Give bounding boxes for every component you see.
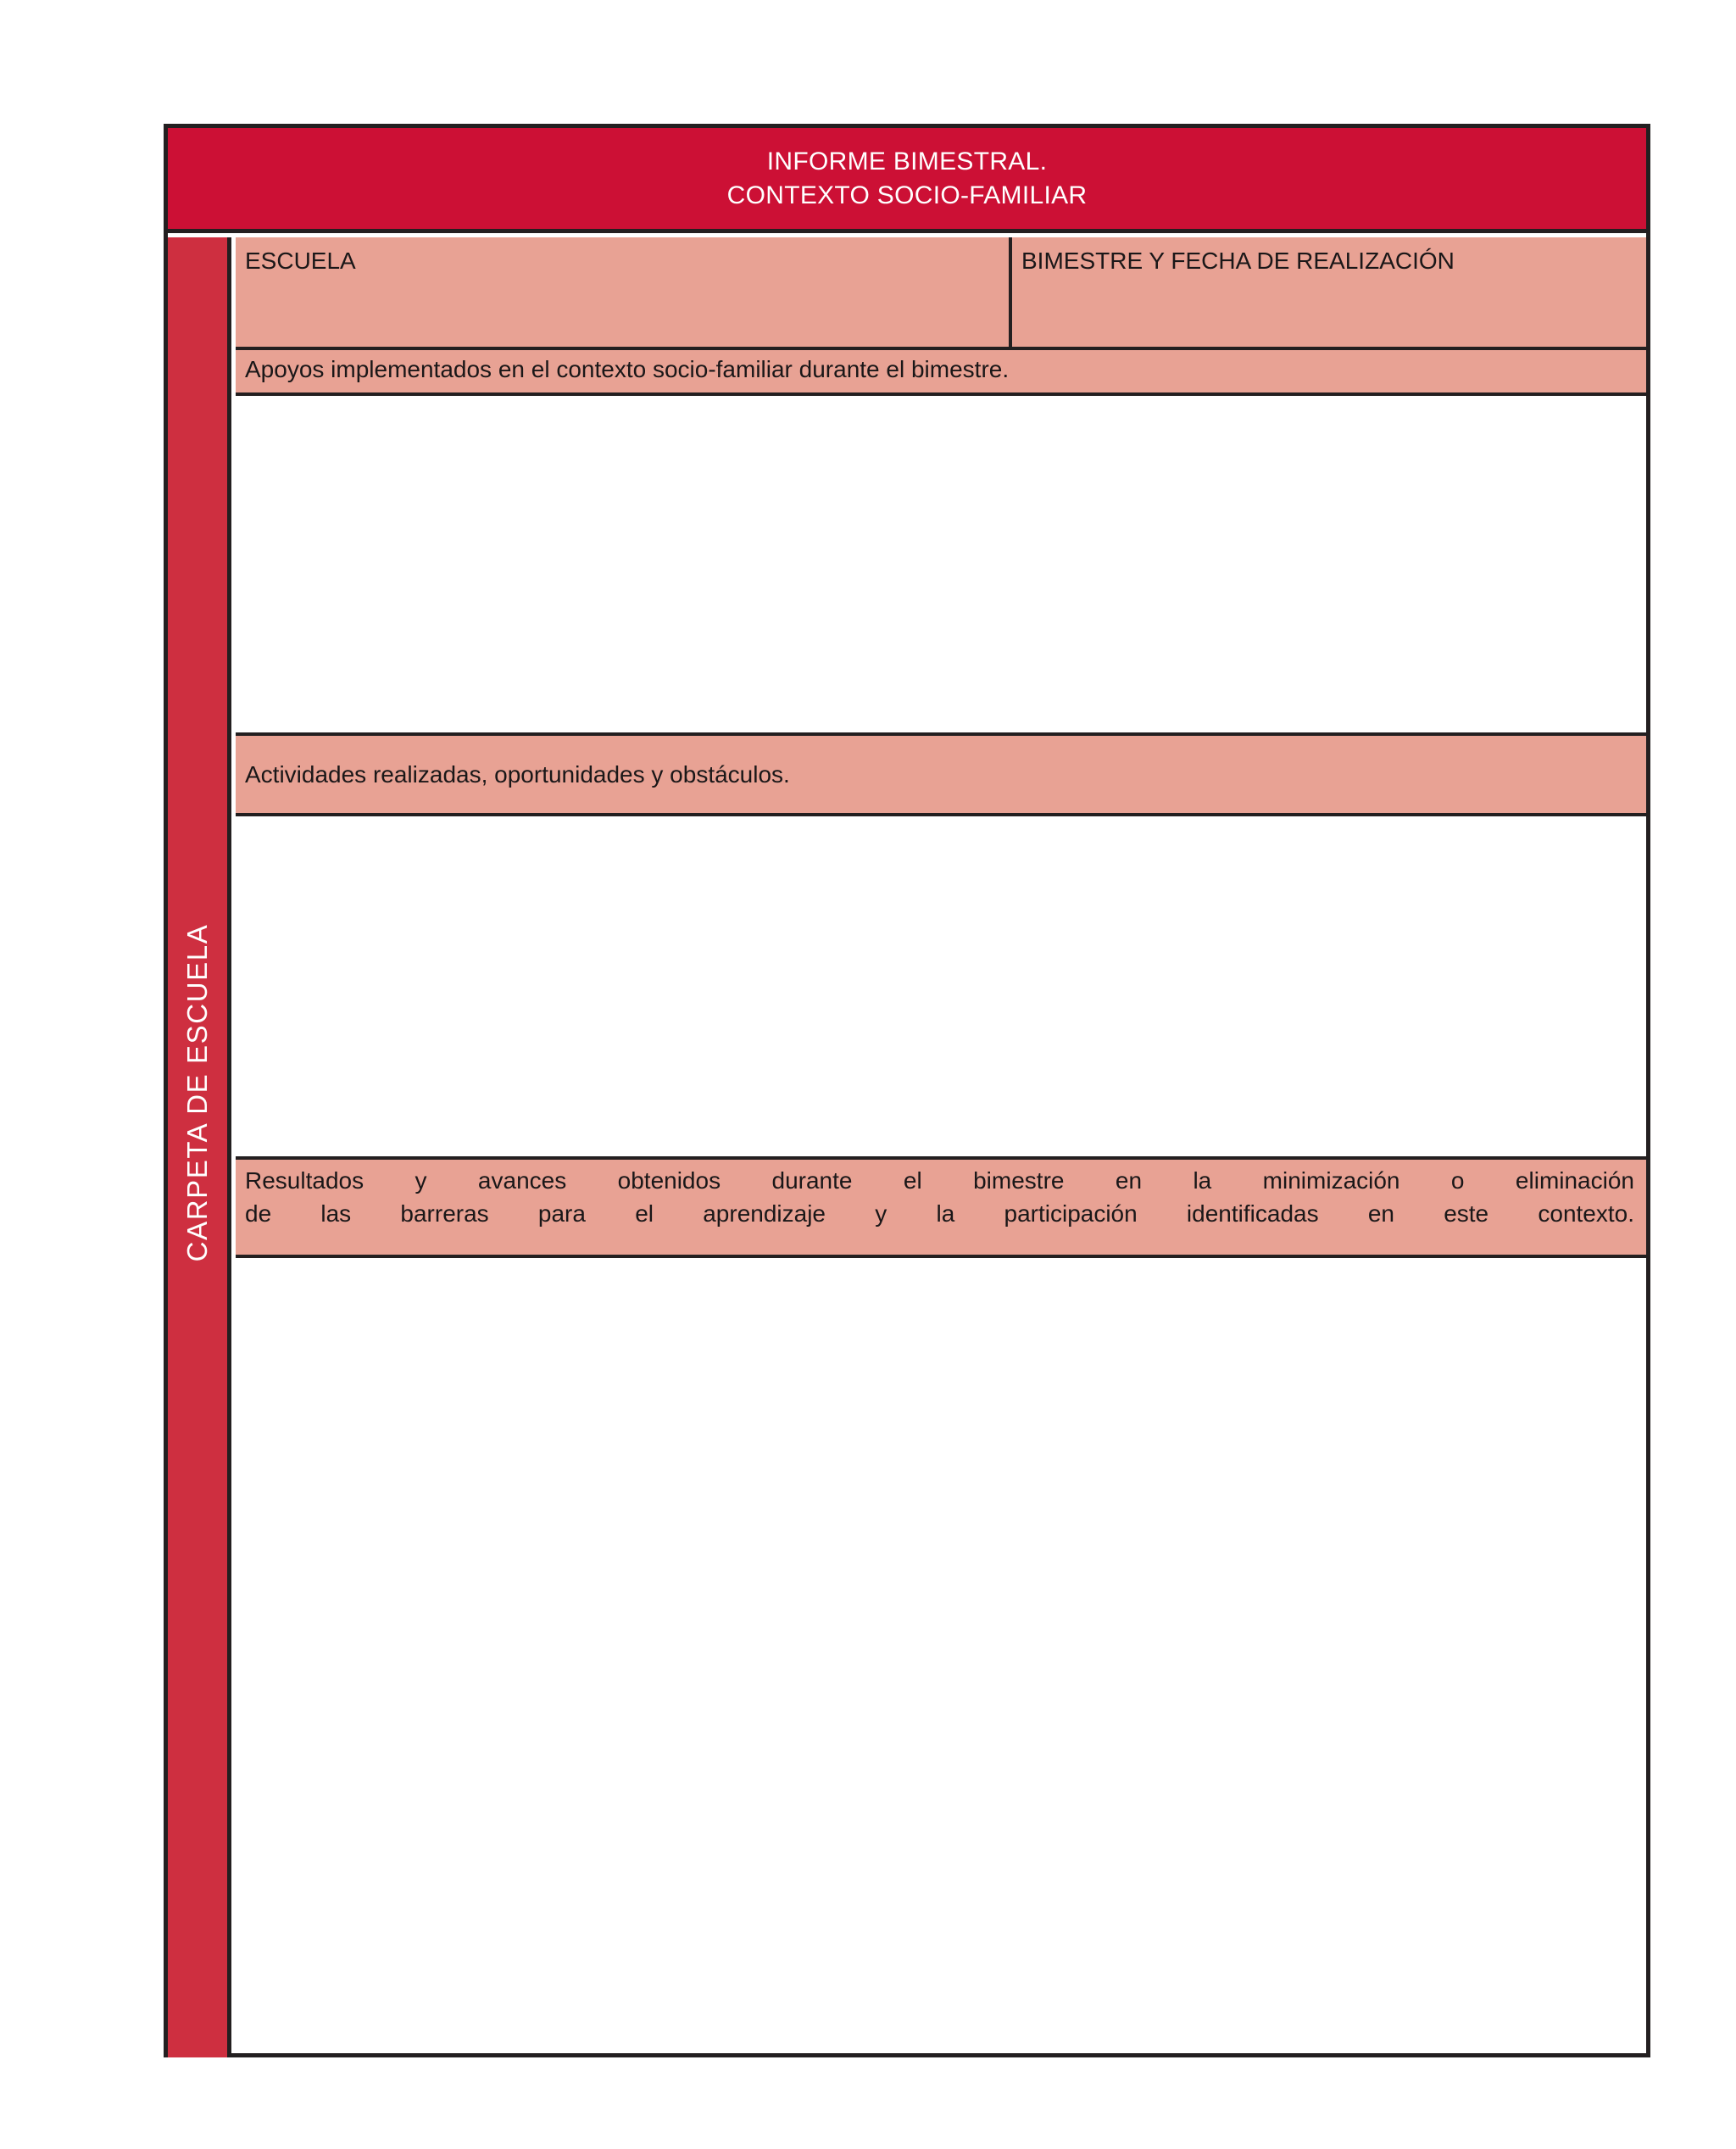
spine-label-carpeta-de-escuela: CARPETA DE ESCUELA (181, 923, 213, 1262)
form-title-line-1: INFORME BIMESTRAL. (766, 147, 1048, 175)
answer-area-apoyos[interactable] (236, 392, 1646, 736)
section-header-resultados (236, 1160, 1646, 1258)
form-title-band (168, 128, 1646, 233)
field-bimestre-fecha-label: BIMESTRE Y FECHA DE REALIZACIÓN (1021, 248, 1455, 274)
identification-row (236, 237, 1646, 347)
informe-bimestral-form (164, 124, 1650, 2057)
answer-area-resultados[interactable] (236, 1258, 1646, 1634)
section-header-resultados-line-1: Resultados y avances obtenidos durante el bimestre en la minimización o eliminación (245, 1167, 1634, 1194)
form-content-column (236, 237, 1646, 2057)
answer-area-actividades[interactable] (236, 816, 1646, 1160)
section-header-resultados-line-2: de las barreras para el aprendizaje y la participación identificadas en este contexto. (245, 1200, 1634, 1227)
field-escuela-label: ESCUELA (245, 248, 356, 274)
field-escuela[interactable] (236, 237, 1012, 347)
field-bimestre-fecha[interactable] (1012, 237, 1646, 347)
form-title-line-2: CONTEXTO SOCIO-FAMILIAR (726, 181, 1088, 209)
section-header-apoyos-text: Apoyos implementados en el contexto socio-familiar durante el bimestre. (245, 356, 1010, 382)
section-header-actividades (236, 736, 1646, 816)
section-header-apoyos (236, 347, 1646, 392)
section-header-actividades-text: Actividades realizadas, oportunidades y obstáculos. (245, 760, 790, 788)
vertical-spine-tab (168, 237, 231, 2057)
